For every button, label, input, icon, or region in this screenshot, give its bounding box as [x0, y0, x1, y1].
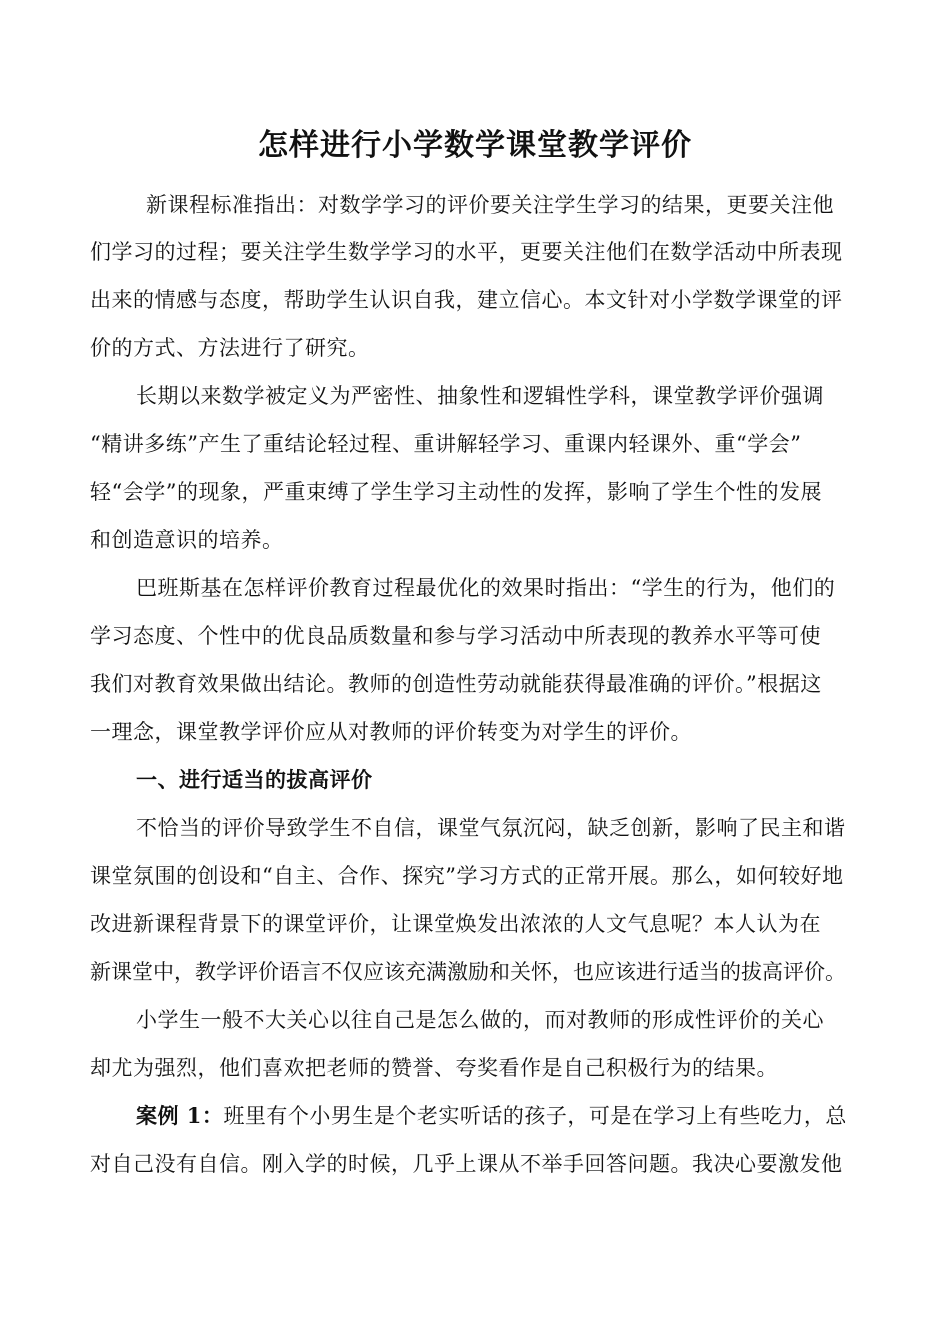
paragraph-line: 新课程标准指出：对数学学习的评价要关注学生学习的结果，更要关注他 [146, 193, 834, 217]
paragraph-line: 对自己没有自信。刚入学的时候，几乎上课从不举手回答问题。我决心要激发他 [90, 1152, 843, 1176]
paragraph-line: 小学生一般不大关心以往自己是怎么做的，而对教师的形成性评价的关心 [136, 1008, 824, 1032]
paragraph-line: 课堂氛围的创设和“自主、合作、探究”学习方式的正常开展。那么，如何较好地 [90, 864, 844, 888]
section-heading: 一、进行适当的拔高评价 [136, 767, 373, 792]
paragraph-line: 巴班斯基在怎样评价教育过程最优化的效果时指出：“学生的行为，他们的 [136, 576, 836, 600]
paragraph-line: 长期以来数学被定义为严密性、抽象性和逻辑性学科，课堂教学评价强调 [136, 384, 824, 408]
paragraph-line: 一理念，课堂教学评价应从对教师的评价转变为对学生的评价。 [90, 720, 692, 744]
paragraph-line: 价的方式、方法进行了研究。 [90, 336, 370, 360]
paragraph-line: 新课堂中，教学评价语言不仅应该充满激励和关怀，也应该进行适当的拔高评价。 [90, 960, 846, 984]
paragraph-line: 学习态度、个性中的优良品质数量和参与学习活动中所表现的教养水平等可使 [90, 624, 821, 648]
paragraph-line: 我们对教育效果做出结论。教师的创造性劳动就能获得最准确的评价。”根据这 [90, 672, 822, 696]
case-label: 案例 1： [136, 1103, 224, 1128]
paragraph-line: “精讲多练”产生了重结论轻过程、重讲解轻学习、重课内轻课外、重“学会” [90, 432, 802, 456]
case-paragraph-line [136, 1101, 916, 1131]
case-text: 班里有个小男生是个老实听话的孩子，可是在学习上有些吃力，总 [223, 1104, 847, 1128]
paragraph-line: 轻“会学”的现象，严重束缚了学生学习主动性的发挥，影响了学生个性的发展 [90, 480, 822, 504]
document-title: 怎样进行小学数学课堂教学评价 [258, 128, 692, 163]
paragraph-line: 和创造意识的培养。 [90, 528, 284, 552]
paragraph-line: 出来的情感与态度，帮助学生认识自我，建立信心。本文针对小学数学课堂的评 [90, 288, 843, 312]
paragraph-line: 改进新课程背景下的课堂评价，让课堂焕发出浓浓的人文气息呢？本人认为在 [90, 912, 821, 936]
paragraph-line: 却尤为强烈，他们喜欢把老师的赞誉、夸奖看作是自己积极行为的结果。 [90, 1056, 778, 1080]
paragraph-line: 不恰当的评价导致学生不自信，课堂气氛沉闷，缺乏创新，影响了民主和谐 [136, 816, 846, 840]
paragraph-line: 们学习的过程；要关注学生数学学习的水平，更要关注他们在数学活动中所表现 [90, 240, 843, 264]
